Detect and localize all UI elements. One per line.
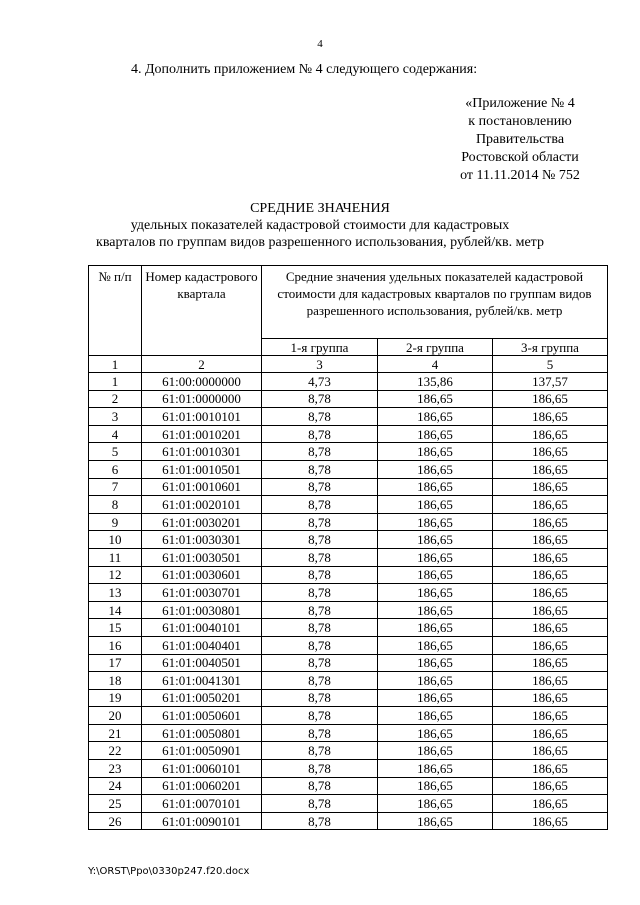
group-2-value-cell: 186,65 (378, 390, 493, 408)
table-row (89, 601, 608, 619)
group-2-value-cell: 186,65 (378, 513, 493, 531)
group-3-value-cell: 186,65 (493, 601, 608, 619)
group-1-value-cell: 8,78 (262, 724, 378, 742)
group-3-value-cell: 186,65 (493, 584, 608, 602)
group-2-value-cell: 135,86 (378, 373, 493, 391)
cadastral-quarter-cell: 61:01:0050601 (142, 707, 262, 725)
table-row (89, 742, 608, 760)
group-1-value-cell: 8,78 (262, 443, 378, 461)
cadastral-quarter-cell: 61:01:0050901 (142, 742, 262, 760)
group-3-value-cell: 186,65 (493, 724, 608, 742)
cadastral-quarter-cell: 61:01:0040401 (142, 636, 262, 654)
row-number-cell: 23 (89, 760, 142, 778)
document-title (0, 200, 640, 251)
table-row (89, 460, 608, 478)
group-1-value-cell: 8,78 (262, 777, 378, 795)
group-1-value-cell: 8,78 (262, 496, 378, 514)
row-number-cell: 22 (89, 742, 142, 760)
group-2-value-cell: 186,65 (378, 584, 493, 602)
cadastral-quarter-cell: 61:01:0010601 (142, 478, 262, 496)
row-number-cell: 1 (89, 373, 142, 391)
table-row (89, 478, 608, 496)
group-3-value-cell: 186,65 (493, 513, 608, 531)
header-average-values: Средние значения удельных показателей кадастровой стоимости для кадастровых кварталов по группам видов разрешенного использования, рублей/кв. метр (262, 266, 608, 339)
group-2-value-cell: 186,65 (378, 601, 493, 619)
group-2-value-cell: 186,65 (378, 408, 493, 426)
file-path-footer: Y:\ORST\Ppo\0330p247.f20.docx (88, 866, 250, 877)
group-3-value-cell: 186,65 (493, 795, 608, 813)
column-number: 2 (142, 356, 262, 373)
row-number-cell: 9 (89, 513, 142, 531)
row-number-cell: 18 (89, 672, 142, 690)
group-2-value-cell: 186,65 (378, 443, 493, 461)
row-number-cell: 6 (89, 460, 142, 478)
cadastral-quarter-cell: 61:01:0000000 (142, 390, 262, 408)
table-row (89, 425, 608, 443)
appendix-line: Ростовской области (461, 150, 579, 165)
appendix-line: Правительства (475, 132, 565, 147)
cadastral-quarter-cell: 61:01:0030501 (142, 548, 262, 566)
group-1-value-cell: 8,78 (262, 425, 378, 443)
column-number: 1 (89, 356, 142, 373)
header-group-3: 3-я группа (493, 339, 608, 356)
title-line: удельных показателей кадастровой стоимости для кадастровых (130, 218, 510, 233)
row-number-cell: 12 (89, 566, 142, 584)
group-2-value-cell: 186,65 (378, 425, 493, 443)
table-row (89, 408, 608, 426)
header-group-1: 1-я группа (262, 339, 378, 356)
group-1-value-cell: 8,78 (262, 689, 378, 707)
group-3-value-cell: 186,65 (493, 760, 608, 778)
group-3-value-cell: 186,65 (493, 619, 608, 637)
group-2-value-cell: 186,65 (378, 619, 493, 637)
group-1-value-cell: 8,78 (262, 513, 378, 531)
group-2-value-cell: 186,65 (378, 636, 493, 654)
table-row (89, 777, 608, 795)
header-row-number: № п/п (89, 266, 142, 356)
group-3-value-cell: 186,65 (493, 496, 608, 514)
group-3-value-cell: 186,65 (493, 654, 608, 672)
group-1-value-cell: 8,78 (262, 408, 378, 426)
group-3-value-cell: 186,65 (493, 478, 608, 496)
header-group-2: 2-я группа (378, 339, 493, 356)
column-number: 5 (493, 356, 608, 373)
cadastral-quarter-cell: 61:01:0050201 (142, 689, 262, 707)
group-3-value-cell: 186,65 (493, 548, 608, 566)
group-2-value-cell: 186,65 (378, 707, 493, 725)
group-1-value-cell: 8,78 (262, 636, 378, 654)
table-row (89, 724, 608, 742)
group-3-value-cell: 186,65 (493, 566, 608, 584)
row-number-cell: 26 (89, 812, 142, 830)
group-3-value-cell: 186,65 (493, 812, 608, 830)
table-row (89, 636, 608, 654)
group-3-value-cell: 137,57 (493, 373, 608, 391)
cadastral-quarter-cell: 61:01:0041301 (142, 672, 262, 690)
row-number-cell: 8 (89, 496, 142, 514)
table-row (89, 496, 608, 514)
row-number-cell: 19 (89, 689, 142, 707)
row-number-cell: 21 (89, 724, 142, 742)
title-line: СРЕДНИЕ ЗНАЧЕНИЯ (250, 201, 390, 216)
group-2-value-cell: 186,65 (378, 812, 493, 830)
row-number-cell: 25 (89, 795, 142, 813)
row-number-cell: 2 (89, 390, 142, 408)
row-number-cell: 24 (89, 777, 142, 795)
page-number: 4 (317, 38, 323, 50)
table-row (89, 531, 608, 549)
appendix-line: «Приложение № 4 (465, 96, 575, 111)
table-row (89, 548, 608, 566)
group-3-value-cell: 186,65 (493, 425, 608, 443)
cadastral-quarter-cell: 61:01:0010301 (142, 443, 262, 461)
group-1-value-cell: 8,78 (262, 460, 378, 478)
row-number-cell: 14 (89, 601, 142, 619)
column-number: 3 (262, 356, 378, 373)
cadastral-quarter-cell: 61:01:0050801 (142, 724, 262, 742)
group-3-value-cell: 186,65 (493, 672, 608, 690)
table-row (89, 373, 608, 391)
group-2-value-cell: 186,65 (378, 496, 493, 514)
group-2-value-cell: 186,65 (378, 689, 493, 707)
group-3-value-cell: 186,65 (493, 707, 608, 725)
group-1-value-cell: 8,78 (262, 531, 378, 549)
row-number-cell: 20 (89, 707, 142, 725)
group-2-value-cell: 186,65 (378, 478, 493, 496)
cadastral-quarter-cell: 61:01:0010201 (142, 425, 262, 443)
group-2-value-cell: 186,65 (378, 795, 493, 813)
group-3-value-cell: 186,65 (493, 408, 608, 426)
row-number-cell: 10 (89, 531, 142, 549)
table-row (89, 760, 608, 778)
group-3-value-cell: 186,65 (493, 689, 608, 707)
table-row (89, 390, 608, 408)
group-2-value-cell: 186,65 (378, 531, 493, 549)
intro-paragraph: 4. Дополнить приложением № 4 следующего содержания: (131, 62, 478, 77)
table-body (89, 373, 608, 830)
group-2-value-cell: 186,65 (378, 566, 493, 584)
column-number: 4 (378, 356, 493, 373)
group-3-value-cell: 186,65 (493, 390, 608, 408)
cadastral-quarter-cell: 61:01:0040101 (142, 619, 262, 637)
cadastral-quarter-cell: 61:01:0030801 (142, 601, 262, 619)
row-number-cell: 3 (89, 408, 142, 426)
group-1-value-cell: 8,78 (262, 760, 378, 778)
group-2-value-cell: 186,65 (378, 672, 493, 690)
row-number-cell: 4 (89, 425, 142, 443)
group-1-value-cell: 8,78 (262, 390, 378, 408)
table-row (89, 795, 608, 813)
group-2-value-cell: 186,65 (378, 548, 493, 566)
group-1-value-cell: 8,78 (262, 742, 378, 760)
group-1-value-cell: 8,78 (262, 812, 378, 830)
cadastral-quarter-cell: 61:01:0090101 (142, 812, 262, 830)
cadastral-quarter-cell: 61:00:0000000 (142, 373, 262, 391)
row-number-cell: 11 (89, 548, 142, 566)
cadastral-quarter-cell: 61:01:0070101 (142, 795, 262, 813)
group-1-value-cell: 4,73 (262, 373, 378, 391)
group-2-value-cell: 186,65 (378, 742, 493, 760)
group-2-value-cell: 186,65 (378, 777, 493, 795)
table-row (89, 812, 608, 830)
group-3-value-cell: 186,65 (493, 777, 608, 795)
cadastral-quarter-cell: 61:01:0030301 (142, 531, 262, 549)
cadastral-quarter-cell: 61:01:0010101 (142, 408, 262, 426)
appendix-line: к постановлению (468, 114, 572, 129)
header-quarter-number: Номер кадастрового квартала (142, 266, 262, 356)
group-1-value-cell: 8,78 (262, 478, 378, 496)
group-1-value-cell: 8,78 (262, 795, 378, 813)
row-number-cell: 15 (89, 619, 142, 637)
group-3-value-cell: 186,65 (493, 531, 608, 549)
group-3-value-cell: 186,65 (493, 443, 608, 461)
title-line: кварталов по группам видов разрешенного использования, рублей/кв. метр (96, 235, 544, 250)
group-2-value-cell: 186,65 (378, 654, 493, 672)
cadastral-quarter-cell: 61:01:0060201 (142, 777, 262, 795)
row-number-cell: 16 (89, 636, 142, 654)
table-row (89, 672, 608, 690)
group-1-value-cell: 8,78 (262, 601, 378, 619)
group-3-value-cell: 186,65 (493, 636, 608, 654)
group-1-value-cell: 8,78 (262, 654, 378, 672)
group-1-value-cell: 8,78 (262, 584, 378, 602)
cadastral-quarter-cell: 61:01:0030701 (142, 584, 262, 602)
table-row (89, 707, 608, 725)
group-2-value-cell: 186,65 (378, 760, 493, 778)
cadastral-quarter-cell: 61:01:0030201 (142, 513, 262, 531)
table-row (89, 689, 608, 707)
table-row (89, 584, 608, 602)
group-1-value-cell: 8,78 (262, 672, 378, 690)
table-row (89, 566, 608, 584)
row-number-cell: 5 (89, 443, 142, 461)
cadastral-quarter-cell: 61:01:0040501 (142, 654, 262, 672)
group-1-value-cell: 8,78 (262, 548, 378, 566)
group-3-value-cell: 186,65 (493, 742, 608, 760)
group-1-value-cell: 8,78 (262, 619, 378, 637)
group-1-value-cell: 8,78 (262, 566, 378, 584)
group-1-value-cell: 8,78 (262, 707, 378, 725)
cadastral-quarter-cell: 61:01:0060101 (142, 760, 262, 778)
row-number-cell: 7 (89, 478, 142, 496)
table-row (89, 443, 608, 461)
table-row (89, 619, 608, 637)
cadastral-quarter-cell: 61:01:0030601 (142, 566, 262, 584)
group-3-value-cell: 186,65 (493, 460, 608, 478)
group-2-value-cell: 186,65 (378, 460, 493, 478)
table-row (89, 513, 608, 531)
cadastral-quarter-cell: 61:01:0010501 (142, 460, 262, 478)
group-2-value-cell: 186,65 (378, 724, 493, 742)
appendix-reference (452, 95, 588, 185)
cadastral-quarter-cell: 61:01:0020101 (142, 496, 262, 514)
table-row (89, 654, 608, 672)
row-number-cell: 17 (89, 654, 142, 672)
appendix-line: от 11.11.2014 № 752 (460, 168, 580, 183)
row-number-cell: 13 (89, 584, 142, 602)
cadastral-values-table (88, 265, 608, 830)
